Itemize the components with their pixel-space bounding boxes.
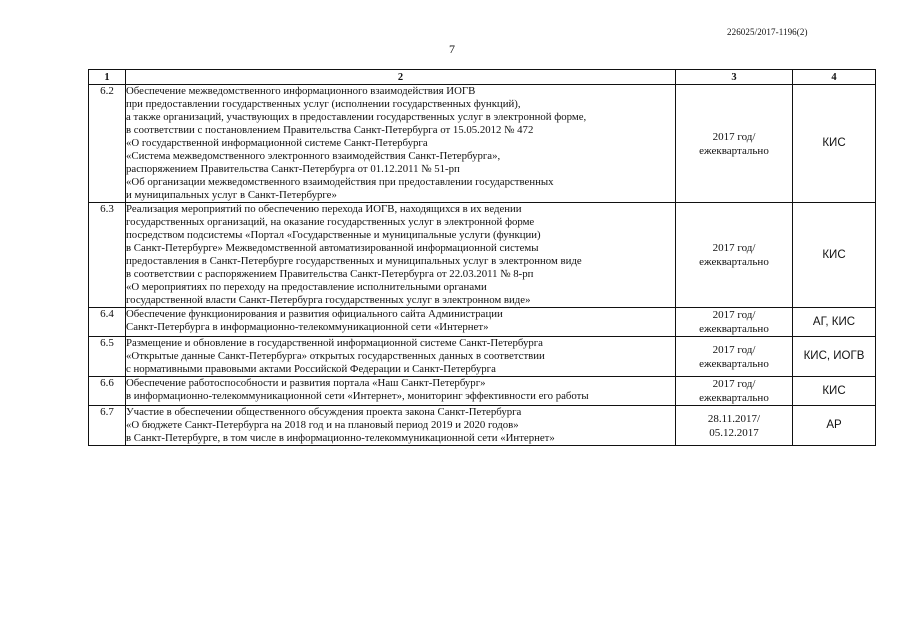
description-line: распоряжением Правительства Санкт-Петербурга от 01.12.2011 № 51-рп — [126, 163, 460, 175]
description-line: в информационно-телекоммуникационной сети «Интернет», мониторинг эффективности его работы — [126, 390, 589, 402]
description-line: «О государственной информационной системе Санкт-Петербурга — [126, 137, 428, 149]
column-header-executor: 4 — [793, 70, 876, 85]
description-line: и муниципальных услуг в Санкт-Петербурге» — [126, 189, 337, 201]
description-line: Санкт-Петербурга в информационно-телекоммуникационной сети «Интернет» — [126, 321, 489, 333]
deadline-line: 2017 год/ — [712, 343, 756, 356]
executor-cell: КИС — [793, 85, 876, 203]
description-line: Участие в обеспечении общественного обсуждения проекта закона Санкт-Петербурга — [126, 406, 522, 418]
description-line: Обеспечение работоспособности и развития портала «Наш Санкт-Петербург» — [126, 377, 486, 389]
deadline-line: ежеквартально — [699, 357, 769, 370]
deadline-cell — [676, 377, 793, 406]
deadline-cell — [676, 308, 793, 337]
executor-cell: КИС — [793, 377, 876, 406]
description-line: «О бюджете Санкт-Петербурга на 2018 год и на плановый период 2019 и 2020 годов» — [126, 419, 519, 431]
table-row — [89, 337, 876, 377]
table-header-row — [89, 70, 876, 85]
description-line: «Открытые данные Санкт-Петербурга» открытых государственных данных в соответствии — [126, 350, 545, 362]
deadline-cell — [676, 203, 793, 308]
activity-description — [126, 337, 676, 377]
column-header-number: 1 — [89, 70, 126, 85]
deadline-cell — [676, 85, 793, 203]
row-number: 6.7 — [89, 406, 126, 446]
activity-description — [126, 308, 676, 337]
executor-cell: АГ, КИС — [793, 308, 876, 337]
row-number: 6.2 — [89, 85, 126, 203]
description-line: Размещение и обновление в государственной информационной системе Санкт-Петербурга — [126, 337, 543, 349]
executor-cell: КИС, ИОГВ — [793, 337, 876, 377]
description-line: в Санкт-Петербурге, в том числе в информационно-телекоммуникационной сети «Интернет» — [126, 432, 555, 444]
deadline-line: ежеквартально — [699, 392, 769, 404]
deadline-cell — [676, 406, 793, 446]
table-row — [89, 85, 876, 203]
description-line: при предоставлении государственных услуг (исполнении государственных функций), — [126, 98, 521, 110]
document-registration-number: 226025/2017-1196(2) — [727, 27, 808, 37]
deadline-line: ежеквартально — [699, 144, 769, 157]
description-line: в соответствии с постановлением Правительства Санкт-Петербурга от 15.05.2012 № 472 — [126, 124, 534, 136]
description-line: Обеспечение межведомственного информационного взаимодействия ИОГВ — [126, 85, 476, 97]
table-row — [89, 308, 876, 337]
description-line: посредством подсистемы «Портал «Государственные и муниципальные услуги (функции) — [126, 229, 541, 241]
deadline-line: 2017 год/ — [712, 130, 756, 143]
deadline-line: 28.11.2017/ — [707, 412, 761, 425]
action-plan-table — [88, 69, 876, 446]
row-number: 6.4 — [89, 308, 126, 337]
table-row — [89, 377, 876, 406]
description-line: «О мероприятиях по переходу на предоставление исполнительными органами — [126, 281, 487, 293]
table-row — [89, 203, 876, 308]
row-number: 6.6 — [89, 377, 126, 406]
page-number: 7 — [449, 42, 455, 56]
description-line: государственных организаций, на оказание государственных услуг в электронной форме — [126, 216, 535, 228]
activity-description — [126, 377, 676, 406]
description-line: Реализация мероприятий по обеспечению перехода ИОГВ, находящихся в их ведении — [126, 203, 522, 215]
column-header-description: 2 — [126, 70, 676, 85]
description-line: «Об организации межведомственного взаимодействия при предоставлении государственных — [126, 176, 554, 188]
executor-cell: АР — [793, 406, 876, 446]
deadline-line: 2017 год/ — [712, 378, 756, 390]
description-line: предоставления в Санкт-Петербурге государственных и муниципальных услуг в электронном виде — [126, 255, 582, 267]
activity-description — [126, 203, 676, 308]
row-number: 6.3 — [89, 203, 126, 308]
description-line: в Санкт-Петербурге» Межведомственной автоматизированной информационной системы — [126, 242, 539, 254]
column-header-deadline: 3 — [676, 70, 793, 85]
activity-description — [126, 85, 676, 203]
description-line: с нормативными правовыми актами Российской Федерации и Санкт-Петербурга — [126, 363, 496, 375]
description-line: государственной власти Санкт-Петербурга государственных услуг в электронном виде» — [126, 294, 531, 306]
deadline-line: 05.12.2017 — [709, 426, 759, 439]
table-row — [89, 406, 876, 446]
deadline-line: ежеквартально — [699, 256, 769, 268]
description-line: а также организаций, участвующих в предоставлении государственных услуг в электронной форме, — [126, 111, 587, 123]
deadline-line: 2017 год/ — [712, 309, 756, 321]
deadline-line: ежеквартально — [699, 323, 769, 335]
description-line: «Система межведомственного электронного взаимодействия Санкт-Петербурга», — [126, 150, 501, 162]
activity-description — [126, 406, 676, 446]
description-line: Обеспечение функционирования и развития официального сайта Администрации — [126, 308, 503, 320]
description-line: в соответствии с распоряжением Правительства Санкт-Петербурга от 22.03.2011 № 8-рп — [126, 268, 534, 280]
deadline-cell — [676, 337, 793, 377]
deadline-line: 2017 год/ — [712, 242, 756, 254]
executor-cell: КИС — [793, 203, 876, 308]
row-number: 6.5 — [89, 337, 126, 377]
